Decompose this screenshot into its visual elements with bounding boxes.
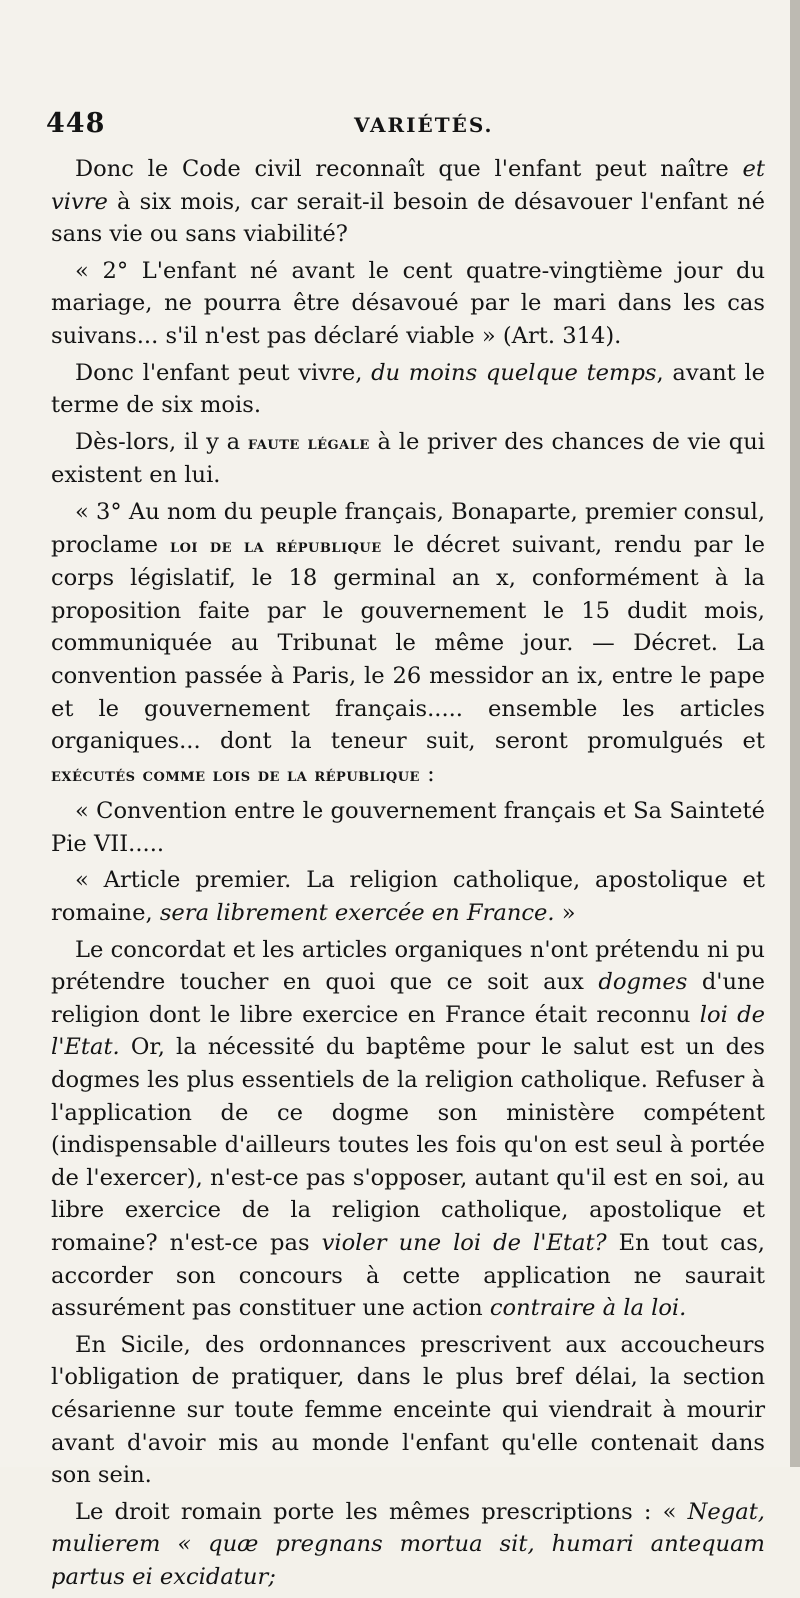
paragraph-p4 <box>51 426 765 492</box>
text-segment: « Article premier. La religion catholique, apostolique et romaine, <box>51 867 765 927</box>
paragraph-p6 <box>51 795 765 860</box>
text-segment: dogmes <box>598 969 688 996</box>
paragraph-p1 <box>51 153 765 251</box>
paragraph-p8 <box>51 934 765 1325</box>
paragraph-p7 <box>51 864 765 929</box>
text-segment: à six mois, car serait-il besoin de désavouer l'enfant né sans vie ou sans viabilité? <box>51 188 765 248</box>
paragraph-p2 <box>51 255 765 353</box>
running-title: VARIÉTÉS. <box>354 113 494 137</box>
text-segment: loi de l'Etat. <box>51 1001 765 1061</box>
text-segment: et vivre <box>51 156 765 215</box>
paragraph-p10 <box>51 1496 765 1594</box>
text-segment: sera librement exercée en France. <box>159 900 555 927</box>
text-segment: Dès-lors, il y a <box>75 428 248 455</box>
text-segment: violer une loi de l'Etat? <box>321 1230 607 1256</box>
text-segment: « Convention entre le gouvernement français et Sa Sainteté Pie VII..... <box>51 798 765 857</box>
text-segment: Donc l'enfant peut vivre, <box>75 359 372 386</box>
text-segment: faute légale <box>247 431 370 454</box>
text-segment: En tout cas, accorder son concours à cette application ne saurait assurément pas constituer une action <box>51 1230 765 1322</box>
paragraph-p9 <box>51 1329 765 1492</box>
text-segment: loi de la république <box>169 534 382 557</box>
text-segment: « 3° Au nom du peuple français, Bonaparte, premier consul, proclame <box>51 498 765 558</box>
text-segment: En Sicile, des ordonnances prescrivent aux accoucheurs l'obligation de pratiquer, dans le plus bref délai, la section césarienne sur toute femme enceinte qui viendrait à mourir avant d'avoir mis au monde l'enfant qu'elle contenait dans son sein. <box>51 1331 765 1489</box>
text-segment: : <box>419 760 435 787</box>
text-segment: » <box>554 900 576 927</box>
page-header <box>46 108 766 148</box>
paragraph-p3 <box>51 357 765 422</box>
text-segment: Le concordat et les articles organiques n'ont prétendu ni pu prétendre toucher en quoi que ce soit aux <box>51 936 765 996</box>
text-segment: contraire à la loi. <box>489 1295 687 1322</box>
paragraph-p5 <box>51 496 765 791</box>
page-number: 448 <box>46 108 106 139</box>
text-segment: Donc le Code civil reconnaît que l'enfant peut naître <box>75 156 743 182</box>
text-segment: Le droit romain porte les mêmes prescriptions : « <box>75 1498 688 1525</box>
text-segment: exécutés comme lois de la république <box>51 763 420 786</box>
text-segment: le décret suivant, rendu par le corps législatif, le 18 germinal an x, conformément à la proposition faite par le gouvernement le 15 dudit mois, communiquée au Tribunat le même jour. — Décret. La convention passée à Paris, le 26 messidor an ix, entre le pape et le gouvernement français..... ensemble les articles organiques... dont la teneur suit, seront promulgués et <box>51 531 766 755</box>
text-segment: Or, la nécessité du baptême pour le salut est un des dogmes les plus essentiels de la religion catholique. Refuser à l'application de ce dogme son ministère compétent (indispensable d'ailleurs toutes les fois qu'on est seul à portée de l'exercer), n'est-ce pas s'opposer, autant qu'il est en soi, au libre exercice de la religion catholique, apostolique et romaine? n'est-ce pas <box>51 1034 765 1256</box>
text-segment: à le priver des chances de vie qui existent en lui. <box>51 428 765 489</box>
text-segment: Negat, mulierem « quæ pregnans mortua sit, humari antequam partus ei excidatur; <box>51 1498 765 1590</box>
text-segment: d'une religion dont le libre exercice en France était reconnu <box>51 969 765 1028</box>
text-segment: , avant le terme de six mois. <box>51 359 766 419</box>
text-segment: du moins quelque temps <box>371 359 657 386</box>
page-edge-shadow <box>790 0 800 1467</box>
body-text <box>51 153 765 1598</box>
text-segment: « 2° L'enfant né avant le cent quatre-vingtième jour du mariage, ne pourra être désavoué par le mari dans les cas suivans... s'il n'est pas déclaré viable » (Art. 314). <box>51 257 765 349</box>
